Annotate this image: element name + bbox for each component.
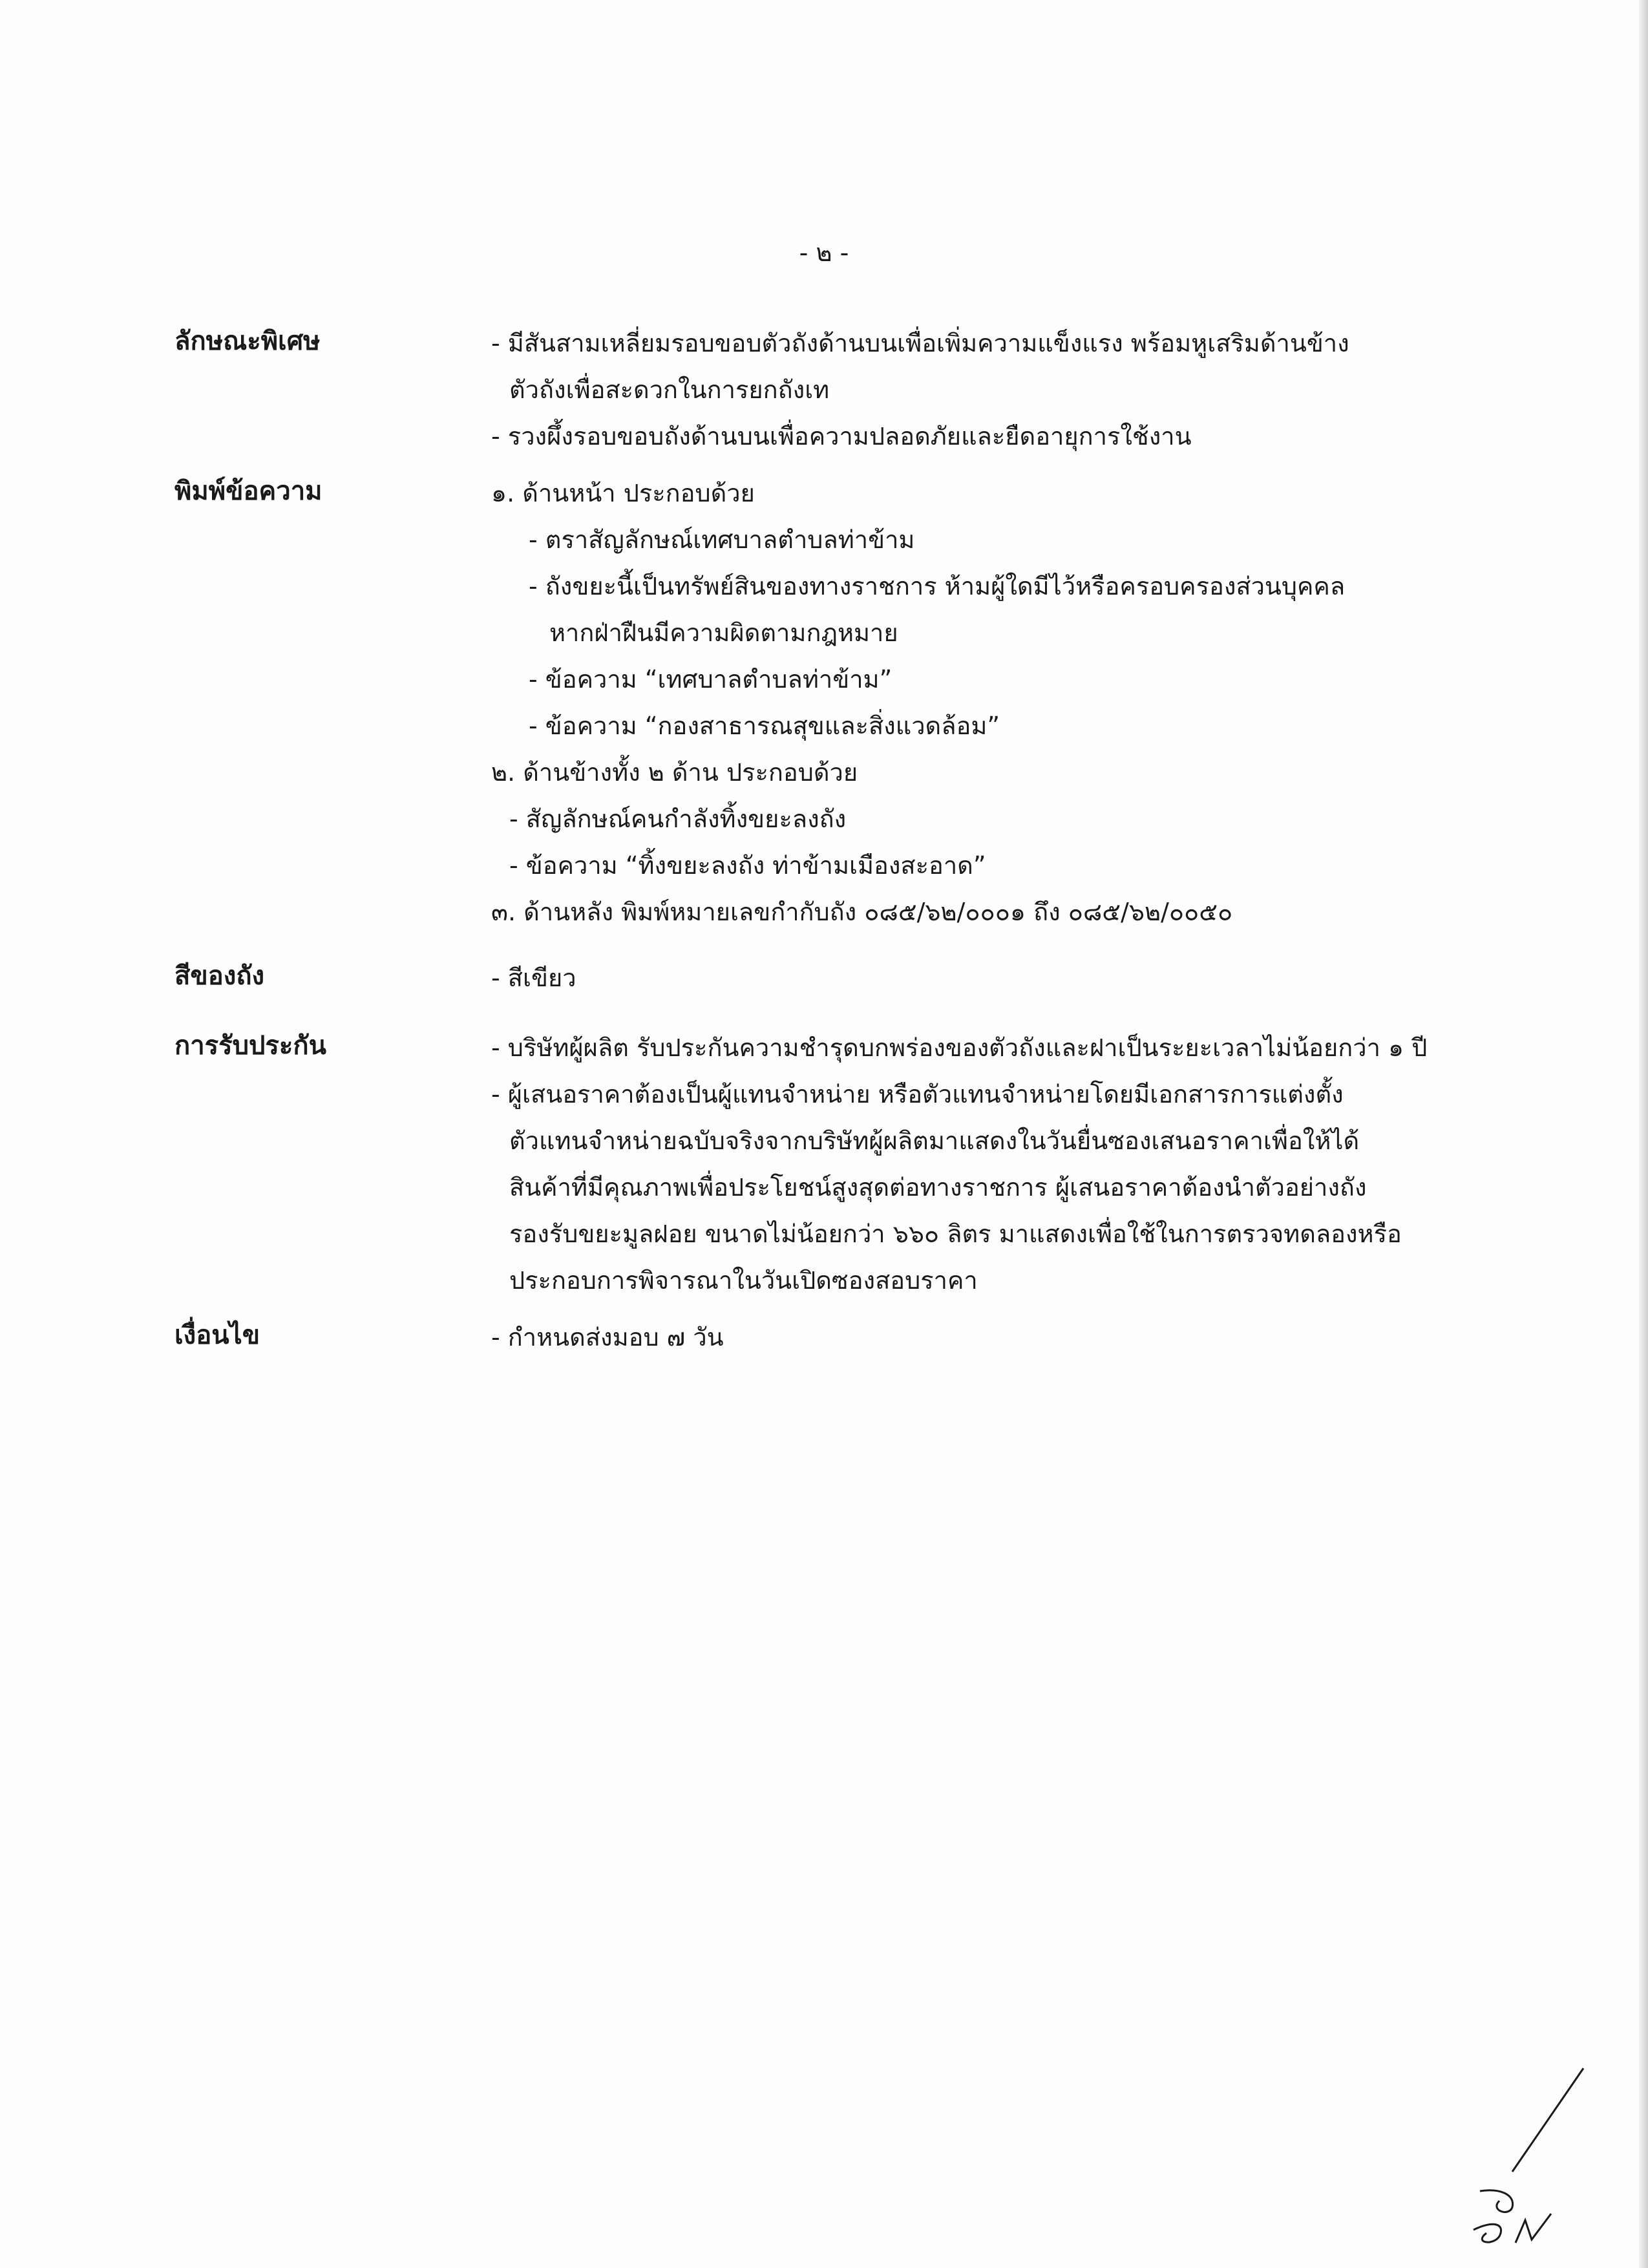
section-label: สีของถัง: [174, 961, 265, 991]
content-line: - ข้อความ “ทิ้งขยะลงถัง ท่าข้ามเมืองสะอาด”: [509, 851, 986, 880]
section-label: ลักษณะพิเศษ: [174, 326, 321, 356]
page-number: - ๒ -: [799, 238, 849, 267]
signature-mark: [1454, 2055, 1596, 2249]
content-line: - ตราสัญลักษณ์เทศบาลตำบลท่าข้าม: [529, 525, 915, 554]
content-line: - มีสันสามเหลี่ยมรอบขอบตัวถังด้านบนเพื่อเพิ่มความแข็งแรง พร้อมหูเสริมด้านข้าง: [491, 329, 1349, 357]
section-label: เงื่อนไข: [174, 1320, 260, 1350]
content-line: - ข้อความ “กองสาธารณสุขและสิ่งแวดล้อม”: [529, 712, 1000, 740]
section-label: พิมพ์ข้อความ: [174, 476, 322, 506]
content-line: สินค้าที่มีคุณภาพเพื่อประโยชน์สูงสุดต่อทางราชการ ผู้เสนอราคาต้องนำตัวอย่างถัง: [509, 1173, 1367, 1202]
section-content: [491, 320, 1551, 460]
content-line: ๓. ด้านหลัง พิมพ์หมายเลขกำกับถัง ๐๘๕/๖๒/๐๐๐๑ ถึง ๐๘๕/๖๒/๐๐๕๐: [491, 898, 1233, 926]
content-line: รองรับขยะมูลฝอย ขนาดไม่น้อยกว่า ๖๖๐ ลิตร มาแสดงเพื่อใช้ในการตรวจทดลองหรือ: [509, 1220, 1402, 1248]
content-line: - กำหนดส่งมอบ ๗ วัน: [491, 1323, 724, 1351]
content-line: ประกอบการพิจารณาในวันเปิดซองสอบราคา: [509, 1266, 978, 1295]
section-content: [491, 955, 1551, 1001]
scan-edge: [1639, 0, 1648, 2268]
section-content: [491, 1024, 1551, 1304]
content-line: - สัญลักษณ์คนกำลังทิ้งขยะลงถัง: [509, 805, 847, 833]
content-line: - รวงผึ้งรอบขอบถังด้านบนเพื่อความปลอดภัยและยืดอายุการใช้งาน: [491, 422, 1192, 450]
section-content: [491, 470, 1551, 935]
content-line: ๒. ด้านข้างทั้ง ๒ ด้าน ประกอบด้วย: [491, 758, 858, 787]
section-label: การรับประกัน: [174, 1031, 326, 1061]
content-line: - สีเขียว: [491, 964, 576, 992]
content-line: - ผู้เสนอราคาต้องเป็นผู้แทนจำหน่าย หรือตัวแทนจำหน่ายโดยมีเอกสารการแต่งตั้ง: [491, 1080, 1344, 1108]
content-line: ตัวถังเพื่อสะดวกในการยกถังเท: [509, 376, 830, 404]
content-line: - ข้อความ “เทศบาลตำบลท่าข้าม”: [529, 665, 893, 694]
content-line: ตัวแทนจำหน่ายฉบับจริงจากบริษัทผู้ผลิตมาแสดงในวันยื่นซองเสนอราคาเพื่อให้ได้: [509, 1127, 1360, 1155]
content-line: ๑. ด้านหน้า ประกอบด้วย: [491, 479, 755, 507]
content-line: - ถังขยะนี้เป็นทรัพย์สินของทางราชการ ห้ามผู้ใดมีไว้หรือครอบครองส่วนบุคคล: [529, 572, 1346, 600]
content-line: หากฝ่าฝืนมีความผิดตามกฎหมาย: [549, 619, 898, 647]
section-content: [491, 1314, 1551, 1361]
content-line: - บริษัทผู้ผลิต รับประกันความชำรุดบกพร่องของตัวถังและฝาเป็นระยะเวลาไม่น้อยกว่า ๑ ปี: [491, 1033, 1428, 1062]
